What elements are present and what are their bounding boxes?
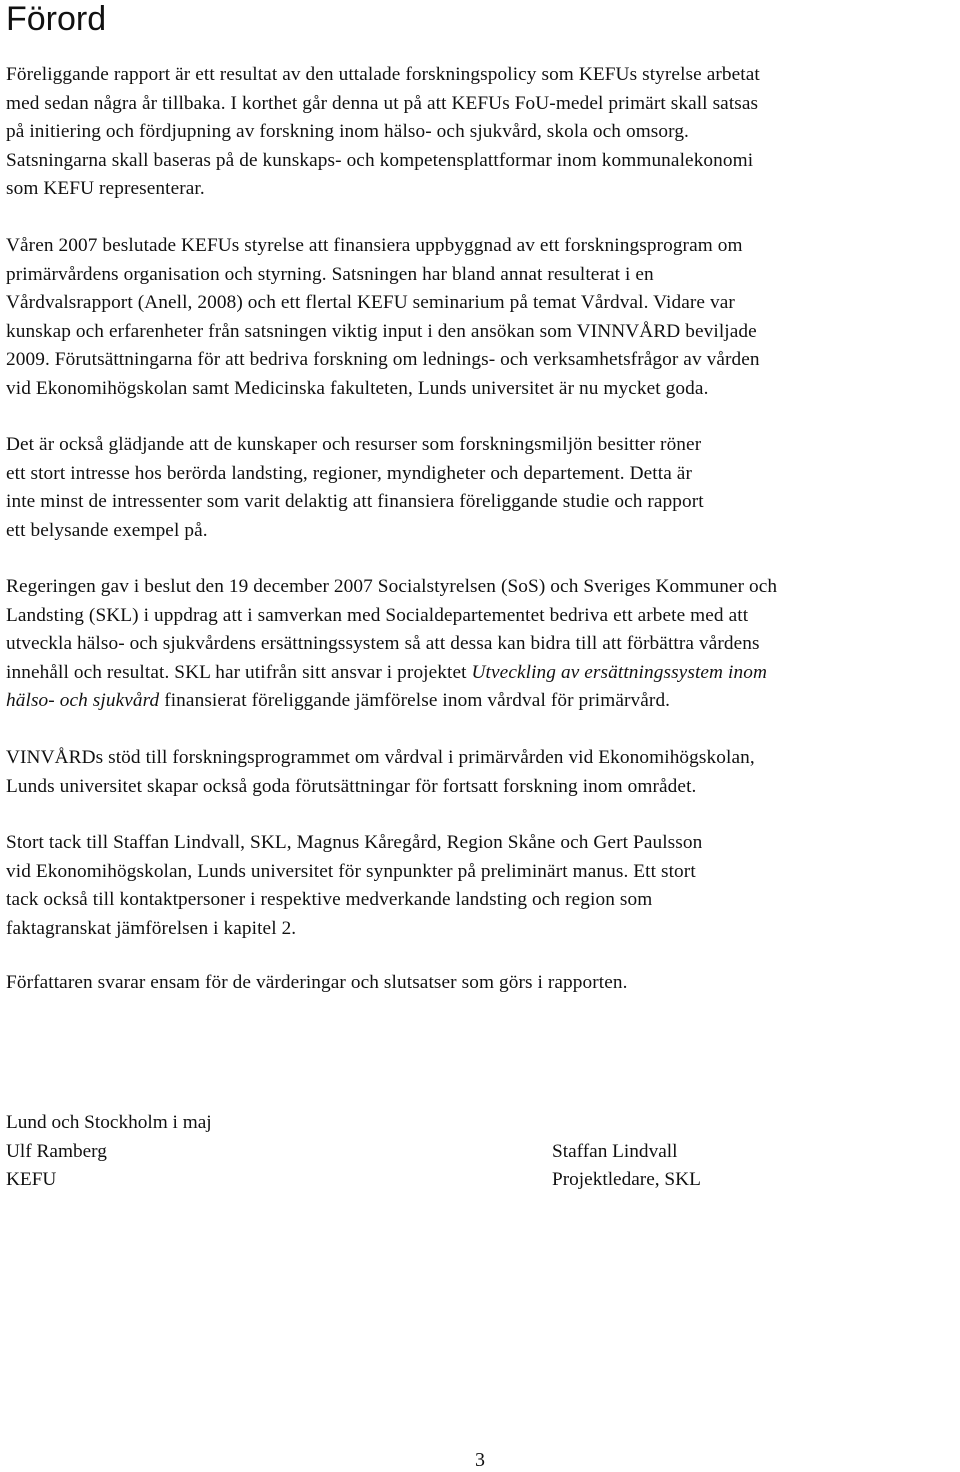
paragraph-line: faktagranskat jämförelsen i kapitel 2. <box>6 917 297 939</box>
paragraph-line: ett belysande exempel på. <box>6 519 208 541</box>
paragraph-line: Våren 2007 beslutade KEFUs styrelse att finansiera uppbyggnad av ett forskningsprogram om <box>6 235 743 256</box>
signature-right-org: Projektledare, SKL <box>552 1169 701 1190</box>
paragraph-line: 2009. Förutsättningarna för att bedriva forskning om lednings- och verksamhetsfrågor av vården <box>6 349 760 370</box>
paragraph-line: primärvårdens organisation och styrning. Satsningen har bland annat resulterat i en <box>6 263 654 285</box>
paragraph-interest <box>6 431 704 545</box>
paragraph-line: kunskap och erfarenheter från satsningen viktig input i den ansökan som VINNVÅRD beviljade <box>6 320 757 342</box>
paragraph-line: Stort tack till Staffan Lindvall, SKL, Magnus Kåregård, Region Skåne och Gert Paulsson <box>6 832 703 853</box>
paragraph-research-program <box>6 232 760 403</box>
paragraph-line: med sedan några år tillbaka. I korthet går denna ut på att KEFUs FoU-medel primärt skall satsas <box>6 92 759 114</box>
paragraph-disclaimer <box>6 969 628 998</box>
signature-left <box>6 1109 506 1195</box>
paragraph-acknowledgements <box>6 829 702 943</box>
paragraph-vinnvard <box>6 744 755 801</box>
paragraph-line: Landsting (SKL) i uppdrag att i samverkan med Socialdepartementet bedriva ett arbete med att <box>6 604 749 626</box>
paragraph-line: som KEFU representerar. <box>6 178 205 199</box>
paragraph-government-assignment <box>6 573 777 716</box>
paragraph-line: finansierat föreliggande jämförelse inom vårdval för primärvård. <box>159 690 671 711</box>
paragraph-line: inte minst de intressenter som varit delaktig att finansiera föreliggande studie och rapport <box>6 491 704 512</box>
paragraph-line: Lunds universitet skapar också goda förutsättningar för fortsatt forskning inom området. <box>6 775 697 797</box>
paragraph-line: utveckla hälso- och sjukvårdens ersättningssystem så att dessa kan bidra till att förbättra vårdens <box>6 633 760 654</box>
signature-left-name: Ulf Ramberg <box>6 1140 107 1162</box>
paragraph-line: Föreliggande rapport är ett resultat av den uttalade forskningspolicy som KEFUs styrelse arbetat <box>6 64 760 85</box>
paragraph-line: innehåll och resultat. SKL har utifrån sitt ansvar i projektet <box>6 661 472 683</box>
paragraph-line: tack också till kontaktpersoner i respektive medverkande landsting och region som <box>6 889 653 910</box>
signature-place-date: Lund och Stockholm i maj <box>6 1112 212 1133</box>
paragraph-line: vid Ekonomihögskolan samt Medicinska fakulteten, Lunds universitet är nu mycket goda. <box>6 377 709 399</box>
paragraph-line: Satsningarna skall baseras på de kunskaps- och kompetensplattformar inom kommunalekonomi <box>6 149 754 171</box>
page-title: Förord <box>6 0 107 38</box>
signature-left-org: KEFU <box>6 1169 57 1190</box>
paragraph-line: vid Ekonomihögskolan, Lunds universitet för synpunkter på preliminärt manus. Ett stort <box>6 860 696 882</box>
signature-right <box>552 1138 932 1195</box>
project-title-italic: hälso- och sjukvård <box>6 690 160 711</box>
project-title-italic: Utveckling av ersättningssystem inom <box>471 661 767 683</box>
signature-right-name: Staffan Lindvall <box>552 1140 678 1162</box>
paragraph-line: VINVÅRDs stöd till forskningsprogrammet om vårdval i primärvården vid Ekonomihögskolan, <box>6 747 755 768</box>
paragraph-line: Vårdvalsrapport (Anell, 2008) och ett flertal KEFU seminarium på temat Vårdval. Vidare var <box>6 292 735 313</box>
paragraph-line: Författaren svarar ensam för de värderingar och slutsatser som görs i rapporten. <box>6 972 628 993</box>
paragraph-intro <box>6 61 760 204</box>
paragraph-line: Det är också glädjande att de kunskaper och resurser som forskningsmiljön besitter röner <box>6 434 702 455</box>
paragraph-line: Regeringen gav i beslut den 19 december 2007 Socialstyrelsen (SoS) och Sveriges Kommuner och <box>6 576 778 597</box>
paragraph-line: på initiering och fördjupning av forskning inom hälso- och sjukvård, skola och omsorg. <box>6 121 689 142</box>
paragraph-line: ett stort intresse hos berörda landsting, regioner, myndigheter och departement. Detta är <box>6 462 692 484</box>
page-number: 3 <box>475 1449 485 1471</box>
document-page <box>6 0 954 1190</box>
